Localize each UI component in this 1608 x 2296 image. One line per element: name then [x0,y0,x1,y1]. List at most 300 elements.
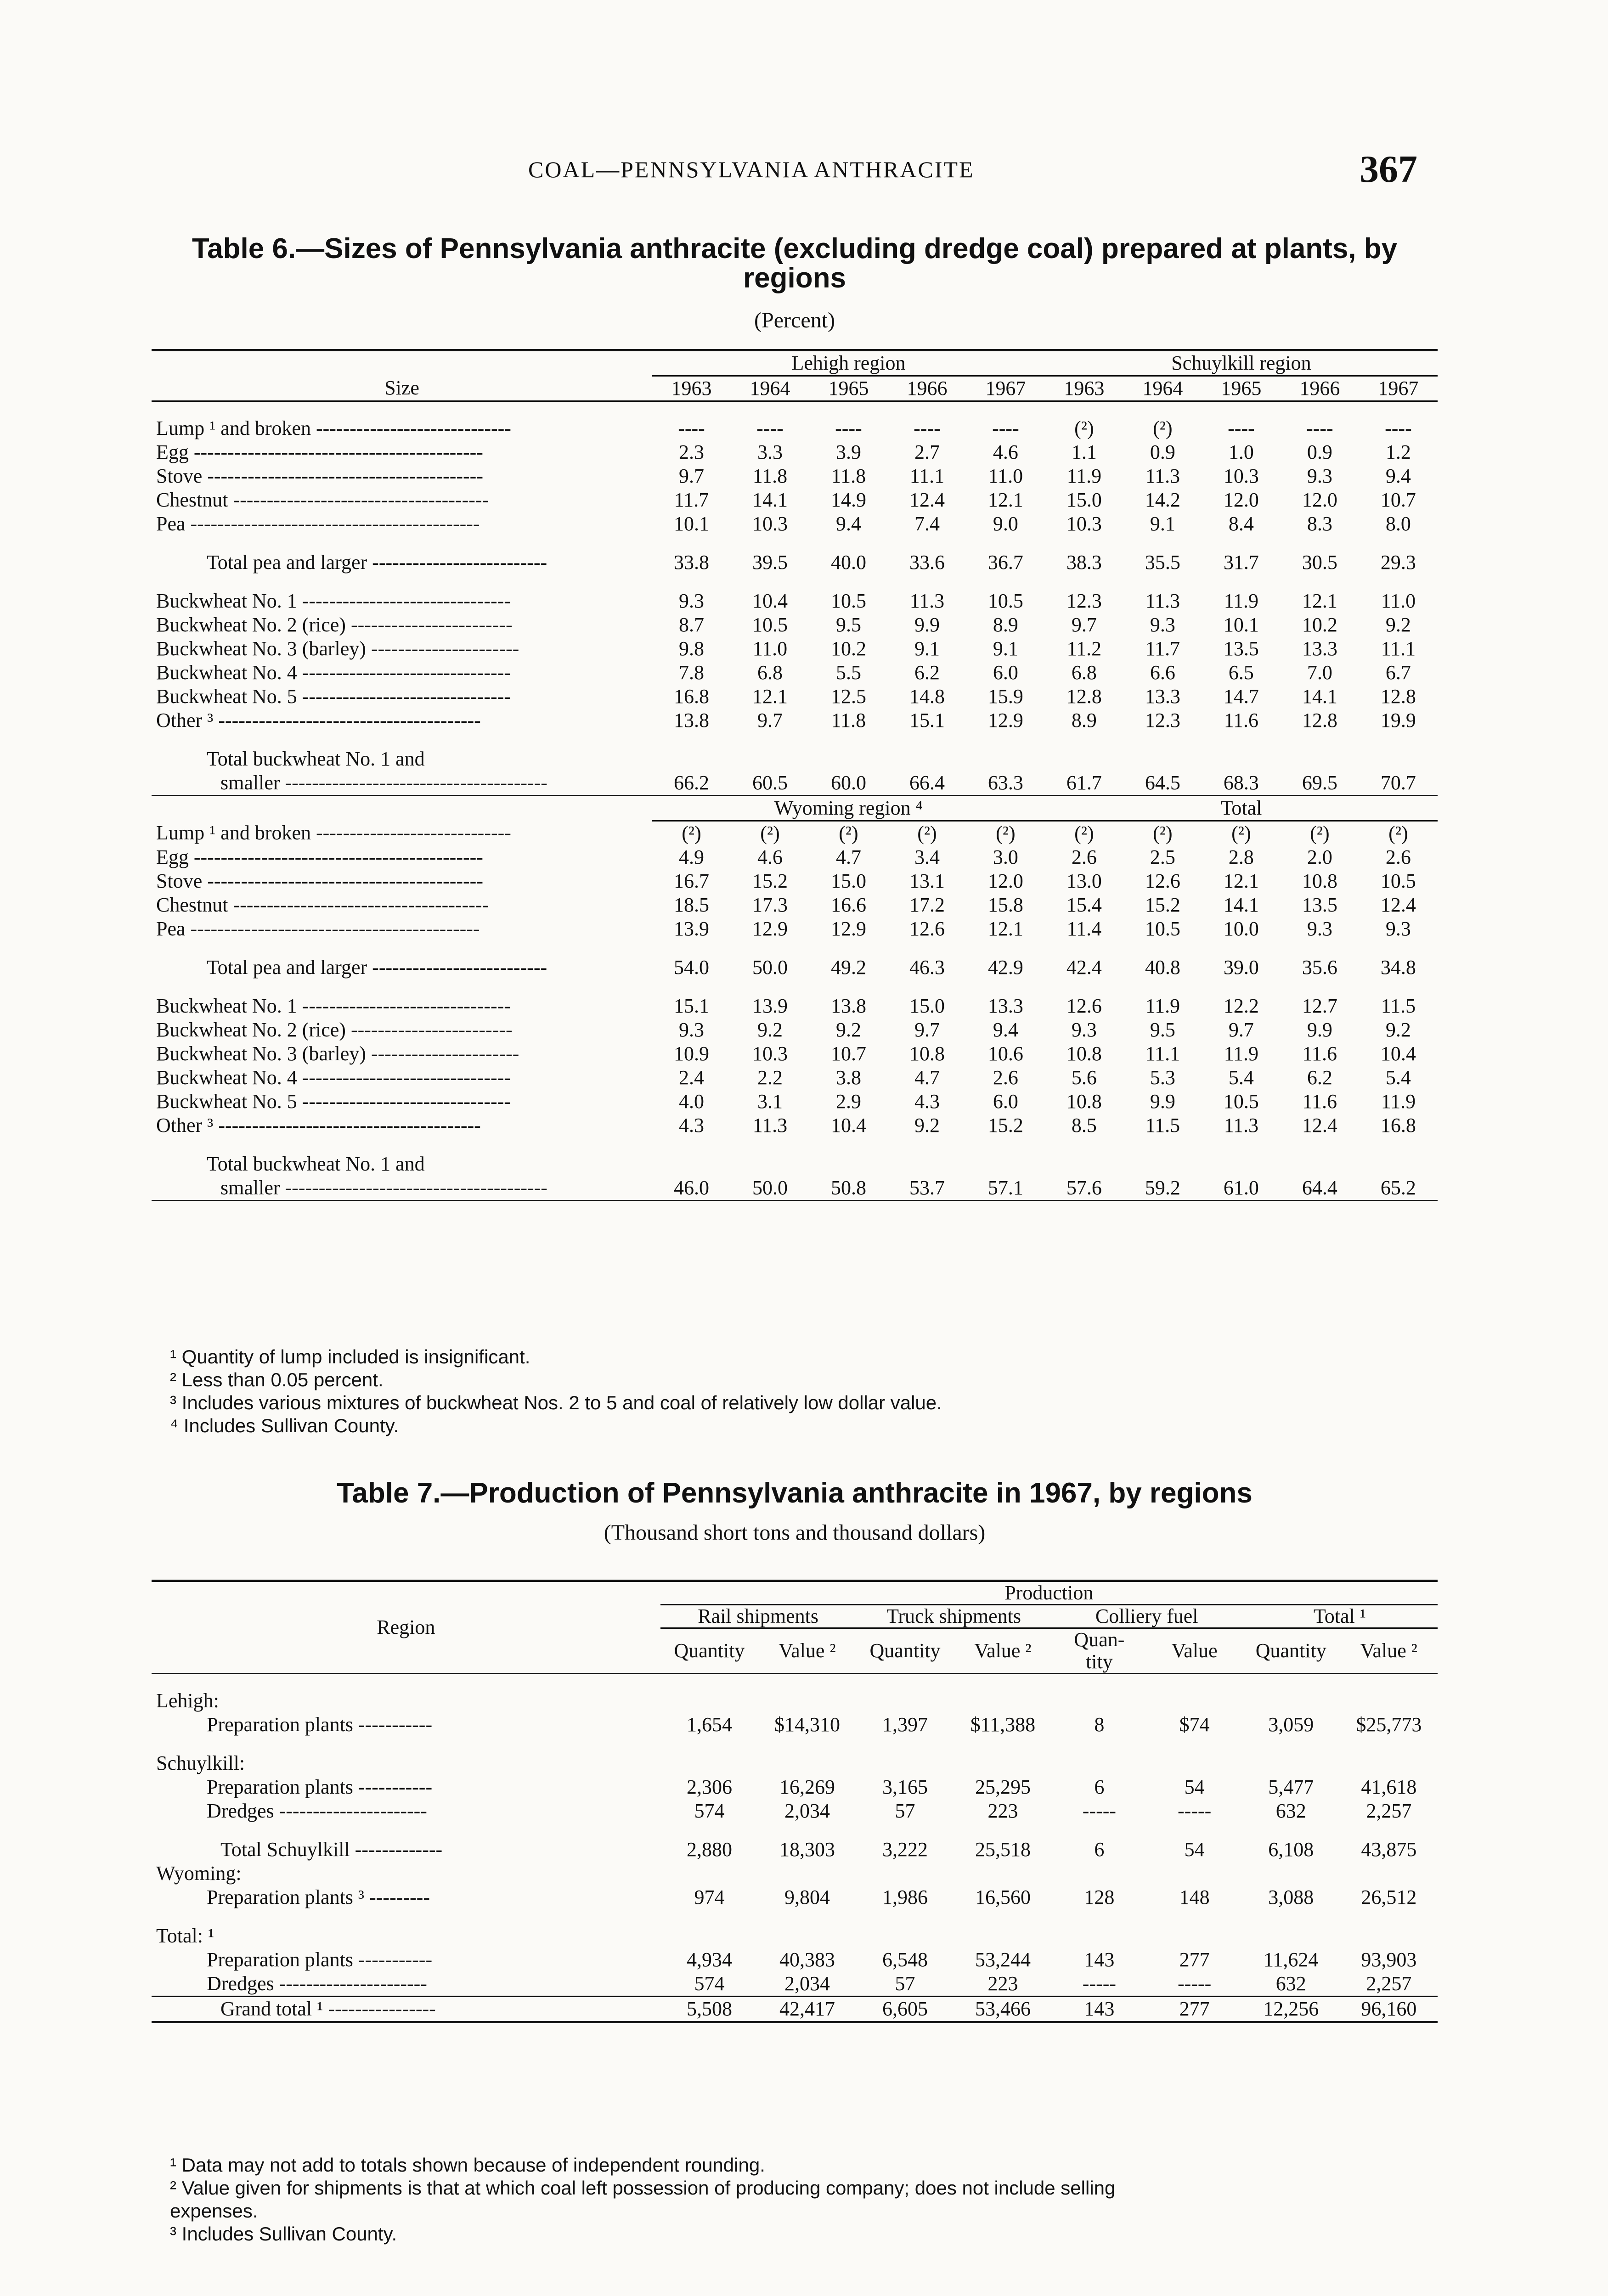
cell: 2.4 [678,1066,704,1089]
region-heading: Wyoming: [156,1862,242,1885]
year-header: 1967 [1378,377,1419,400]
buckwheat-row [152,613,1438,637]
cell: 13.1 [909,870,945,892]
cell: 6.0 [993,1090,1018,1113]
cell: 12.2 [1223,995,1259,1017]
cell: 8.9 [993,613,1018,636]
cell: 12.4 [1302,1114,1337,1137]
cell: 1.1 [1071,441,1097,463]
cell: 9.1 [993,637,1018,660]
year-header: 1964 [750,377,790,400]
cell: 9.3 [678,1019,704,1041]
cell: 4.9 [678,846,704,868]
cell: 2.5 [1150,846,1175,868]
cell: (²) [1074,822,1094,844]
cell: 3.8 [835,1066,861,1089]
cell: 10.9 [673,1042,709,1065]
cell: 64.4 [1302,1176,1337,1199]
cell [1202,1152,1281,1176]
cell: 2,880 [686,1838,732,1861]
cell: 30.5 [1302,551,1337,574]
cell: (²) [682,822,701,844]
cell: 632 [1275,1800,1306,1822]
cell: 1,654 [686,1713,732,1736]
cell: 50.0 [752,1176,788,1199]
column-header: Value ² [779,1639,836,1662]
cell: 17.3 [752,894,788,916]
cell: 8.5 [1071,1114,1097,1137]
row-label: Chestnut -------------------------------------- [156,894,489,916]
cell: 6.8 [757,661,783,684]
cell: 0.9 [1307,441,1332,463]
cell: ---- [678,417,705,439]
region-header: Region [377,1616,435,1638]
cell: 11.9 [1066,465,1102,487]
data-row [152,1972,1438,1997]
cell: 8.7 [678,613,704,636]
cell: 63.3 [987,771,1023,794]
cell [1123,747,1202,771]
row-label: Buckwheat No. 4 ------------------------------- [156,661,511,684]
spacer-row [152,941,1438,956]
cell: 66.4 [909,771,945,794]
cell: 4.6 [757,846,783,868]
region-heading: Schuylkill: [156,1752,245,1774]
cell [809,1152,888,1176]
cell: 39.0 [1223,956,1259,979]
cell: 632 [1275,1972,1306,1995]
cell: 574 [694,1800,725,1822]
cell: 14.1 [752,489,788,511]
cell: 2.6 [1071,846,1097,868]
cell: 13.9 [752,995,788,1017]
row-label: Egg ------------------------------------------- [156,441,483,463]
cell: 12,256 [1242,1997,1340,2022]
cell: 15.0 [830,870,866,892]
cell: 2,257 [1366,1800,1412,1822]
cell: 9.3 [1071,1019,1097,1041]
row-label: Dredges ---------------------- [207,1800,427,1822]
cell: 9.4 [835,512,861,535]
row-label: Buckwheat No. 5 ------------------------------- [156,1090,511,1113]
spacer [152,979,1438,994]
size-row [152,512,1438,536]
cell: 10.5 [1223,1090,1259,1113]
buckwheat-row [152,1090,1438,1114]
cell: 6,605 [856,1997,954,2022]
cell: 11.1 [1381,637,1416,660]
spacer-row [152,979,1438,994]
cell: 9.2 [1385,1019,1411,1041]
cell: 54.0 [673,956,709,979]
cell: $74 [1179,1713,1210,1736]
spacer [152,1909,1438,1924]
cell: 12.4 [1380,894,1416,916]
cell: 39.5 [752,551,788,574]
cell: 11.3 [909,590,945,612]
cell: 8.4 [1228,512,1254,535]
cell: 0.9 [1150,441,1175,463]
size-row [152,416,1438,440]
cell: 40,383 [779,1948,835,1971]
cell: 11.6 [1302,1090,1337,1113]
cell: 15.8 [987,894,1023,916]
row-label: Lump ¹ and broken ----------------------------- [156,822,511,844]
row-label: Total buckwheat No. 1 and [207,748,425,770]
cell: 46.0 [673,1176,709,1199]
cell: 36.7 [987,551,1023,574]
cell: 10.3 [1223,465,1259,487]
size-row [152,440,1438,464]
cell: 9.9 [1307,1019,1332,1041]
cell: 10.4 [830,1114,866,1137]
row-label: Stove ----------------------------------------- [156,870,483,892]
buckwheat-row [152,1114,1438,1137]
spacer [152,1674,1438,1689]
year-header: 1965 [828,377,869,400]
cell: 12.3 [1066,590,1102,612]
row-label: Buckwheat No. 2 (rice) ------------------------ [156,613,513,636]
cell: 11.1 [909,465,945,487]
cell: 57.6 [1066,1176,1102,1199]
column-header: Quan- tity [1074,1628,1125,1673]
cell: 12.6 [909,917,945,940]
cell: 42,417 [758,1997,856,2022]
spacer-row [152,1909,1438,1924]
cell: 60.0 [830,771,866,794]
row-label: Preparation plants ----------- [207,1713,433,1736]
cell: 13.8 [673,709,709,732]
cell: 10.5 [987,590,1023,612]
row-label: Total Schuylkill ------------- [220,1838,443,1861]
cell: 12.1 [987,489,1023,511]
cell: 1.2 [1385,441,1411,463]
buckwheat-row [152,589,1438,613]
data-row [152,1799,1438,1823]
cell [888,1152,966,1176]
cell: 9.5 [1150,1019,1175,1041]
cell: 3,222 [882,1838,928,1861]
cell: 16.6 [830,894,866,916]
cell: (²) [1074,417,1094,439]
footnote: ⁴ Includes Sullivan County. [170,1415,399,1436]
row-label: Chestnut -------------------------------------- [156,489,489,511]
cell: 11.3 [1145,590,1180,612]
cell: 2.3 [678,441,704,463]
cell: 11.2 [1066,637,1102,660]
cell: 12.5 [830,685,866,708]
cell: 12.6 [1066,995,1102,1017]
table7-title: Table 7.—Production of Pennsylvania anthracite in 1967, by regions [337,1477,1253,1509]
region-header-row [152,350,1438,376]
spacer-row [152,1137,1438,1152]
cell: 6.7 [1385,661,1411,684]
cell: 1.0 [1228,441,1254,463]
cell: 3.1 [757,1090,783,1113]
cell: 223 [987,1800,1018,1822]
cell: ---- [1228,417,1255,439]
cell: 12.1 [1302,590,1337,612]
cell [731,747,809,771]
cell: 11.7 [1145,637,1180,660]
group-header: Rail shipments [660,1605,856,1628]
cell: 10.4 [1380,1042,1416,1065]
cell: 46.3 [909,956,945,979]
cell: 2.8 [1228,846,1254,868]
cell: 5.6 [1071,1066,1097,1089]
cell: 19.9 [1380,709,1416,732]
cell: 15.0 [1066,489,1102,511]
buckwheat-row [152,685,1438,709]
spacer [152,1137,1438,1152]
cell: 11.3 [1145,465,1180,487]
cell: 2.9 [835,1090,861,1113]
cell [966,1152,1045,1176]
cell: 9.7 [757,709,783,732]
cell: (²) [839,822,858,844]
cell: (²) [1310,822,1330,844]
cell: 2,257 [1366,1972,1412,1995]
column-header: Value ² [1360,1639,1417,1662]
cell: 15.2 [1145,894,1180,916]
size-column-header [152,350,652,376]
cell: 43,875 [1361,1838,1417,1861]
cell: 10.8 [1066,1042,1102,1065]
cell: 5.4 [1228,1066,1254,1089]
region-heading-row [152,1924,1438,1948]
row-label: Buckwheat No. 3 (barley) ---------------------- [156,637,519,660]
cell: 10.5 [752,613,788,636]
cell: 12.9 [830,917,866,940]
cell: 11.8 [831,465,866,487]
spacer-row [152,536,1438,551]
cell: 9.4 [993,1019,1018,1041]
cell: 11.9 [1224,1042,1259,1065]
cell: 3,088 [1268,1886,1314,1908]
cell: 13.0 [1066,870,1102,892]
spacer-row [152,1823,1438,1838]
spacer-row [152,732,1438,747]
cell: 33.8 [673,551,709,574]
cell: 9.7 [678,465,704,487]
size-row [152,845,1438,869]
cell: 96,160 [1340,1997,1438,2022]
data-row [152,1948,1438,1972]
grand-total-row [152,1997,1438,2022]
cell: 6.0 [993,661,1018,684]
total-buckwheat-row-line1 [152,747,1438,771]
cell: ---- [914,417,941,439]
column-header: Quantity [1255,1639,1326,1662]
footnote: ³ Includes various mixtures of buckwheat Nos. 2 to 5 and coal of relatively low dollar value. [170,1392,942,1413]
cell: 9.4 [1385,465,1411,487]
row-label: Buckwheat No. 3 (barley) ---------------------- [156,1042,519,1065]
cell: ---- [835,417,862,439]
cell: 10.5 [1145,917,1180,940]
spacer [152,536,1438,551]
size-row [152,893,1438,917]
cell: 13.5 [1223,637,1259,660]
cell: $25,773 [1356,1713,1422,1736]
cell: 10.5 [1380,870,1416,892]
cell: 57 [895,1800,915,1822]
cell: 5.4 [1385,1066,1411,1089]
spacer-row [152,1737,1438,1751]
column-header: Quantity [674,1639,745,1662]
column-header: Quantity [869,1639,941,1662]
cell: 2,306 [686,1776,732,1798]
buckwheat-row [152,1066,1438,1090]
year-header: 1964 [1142,377,1183,400]
page-number: 367 [1360,148,1417,191]
row-label: Total pea and larger -------------------------- [207,956,547,979]
cell: 42.4 [1066,956,1102,979]
cell: 61.7 [1066,771,1102,794]
cell: 5,508 [660,1997,759,2022]
cell: 10.7 [830,1042,866,1065]
row-label: Pea ------------------------------------------- [156,917,480,940]
row-label: Other ³ --------------------------------------- [156,709,481,732]
spacer-row [152,1674,1438,1689]
cell: 66.2 [673,771,709,794]
cell: 29.3 [1380,551,1416,574]
size-column-header [152,796,652,821]
year-header: 1963 [1064,377,1105,400]
cell: 57 [895,1972,915,1995]
cell: 6.2 [1307,1066,1332,1089]
cell [1281,747,1359,771]
production-header: Production [660,1581,1438,1605]
size-row [152,917,1438,941]
cell: 4.7 [835,846,861,868]
cell [1359,747,1438,771]
cell: 6,548 [882,1948,928,1971]
cell: 70.7 [1380,771,1416,794]
cell: 13.8 [830,995,866,1017]
cell: 11.3 [752,1114,788,1137]
production-header-row [152,1581,1438,1605]
cell: 13.5 [1302,894,1337,916]
cell: 2,034 [784,1972,830,1995]
cell: 143 [1084,1948,1115,1971]
cell: 12.1 [752,685,788,708]
cell [1045,1152,1123,1176]
region-heading-row [152,1689,1438,1713]
cell: 16,269 [779,1776,835,1798]
cell: 11.1 [1145,1042,1180,1065]
cell: 11.9 [1145,995,1180,1017]
cell: 4.3 [914,1090,940,1113]
cell: 12.4 [909,489,945,511]
row-label: Stove ----------------------------------------- [156,465,483,487]
cell: 53,466 [954,1997,1051,2022]
cell: 9.2 [835,1019,861,1041]
region-heading-row [152,1751,1438,1775]
cell: 14.8 [909,685,945,708]
cell: 93,903 [1361,1948,1417,1971]
footnote: ³ Includes Sullivan County. [170,2223,397,2245]
table7-unit: (Thousand short tons and thousand dollars) [604,1520,986,1545]
cell: 5.5 [835,661,861,684]
cell: 9.1 [914,637,940,660]
table7-footnotes [170,2154,1115,2245]
year-header: 1965 [1221,377,1262,400]
cell: 9.2 [757,1019,783,1041]
cell: 9.0 [993,512,1018,535]
cell: 14.2 [1145,489,1180,511]
cell: 12.0 [1302,489,1337,511]
cell: 34.8 [1380,956,1416,979]
cell: 11.4 [1066,917,1102,940]
group-header: Truck shipments [856,1605,1052,1628]
cell: 277 [1147,1997,1242,2022]
cell: 10.8 [1066,1090,1102,1113]
cell: 9.8 [678,637,704,660]
cell: 50.0 [752,956,788,979]
column-header: Value [1171,1639,1218,1662]
footnote: expenses. [170,2200,258,2222]
cell: 11.0 [752,637,788,660]
cell: 974 [694,1886,725,1908]
cell: 9.3 [1150,613,1175,636]
cell: 6.6 [1150,661,1175,684]
cell: 9.5 [835,613,861,636]
cell: (²) [917,822,937,844]
cell [652,747,731,771]
spacer [152,941,1438,956]
cell: 69.5 [1302,771,1337,794]
cell: 12.7 [1302,995,1337,1017]
cell: 16.7 [673,870,709,892]
cell: 16,560 [975,1886,1031,1908]
year-header-row [152,376,1438,401]
cell: 11.0 [1381,590,1416,612]
cell: 3,165 [882,1776,928,1798]
region-header-row [152,796,1438,821]
cell: 18,303 [779,1838,835,1861]
cell: 12.1 [1223,870,1259,892]
running-title: COAL—PENNSYLVANIA ANTHRACITE [528,157,975,182]
running-header [0,148,1608,193]
row-label: Buckwheat No. 2 (rice) ------------------------ [156,1019,513,1041]
cell: 25,518 [975,1838,1031,1861]
row-label: smaller --------------------------------------- [220,771,547,794]
cell: 41,618 [1361,1776,1417,1798]
spacer [152,1737,1438,1751]
cell: 11.8 [831,709,866,732]
cell: 2,034 [784,1800,830,1822]
cell: 2.2 [757,1066,783,1089]
cell: 12.9 [987,709,1023,732]
cell: 2.6 [1385,846,1411,868]
cell: 26,512 [1361,1886,1417,1908]
cell: 13.3 [1145,685,1180,708]
cell: 6.2 [914,661,940,684]
cell: 6.5 [1228,661,1254,684]
row-label: Total buckwheat No. 1 and [207,1153,425,1175]
table7 [152,1580,1438,2023]
cell: (²) [1153,417,1173,439]
cell: 3.3 [757,441,783,463]
cell: 40.8 [1145,956,1180,979]
cell: 11.5 [1381,995,1416,1017]
cell: 9.2 [1385,613,1411,636]
spacer-row [152,574,1438,589]
year-header: 1966 [1299,377,1340,400]
cell [1359,1152,1438,1176]
cell: 3.9 [835,441,861,463]
cell: 15.1 [673,995,709,1017]
